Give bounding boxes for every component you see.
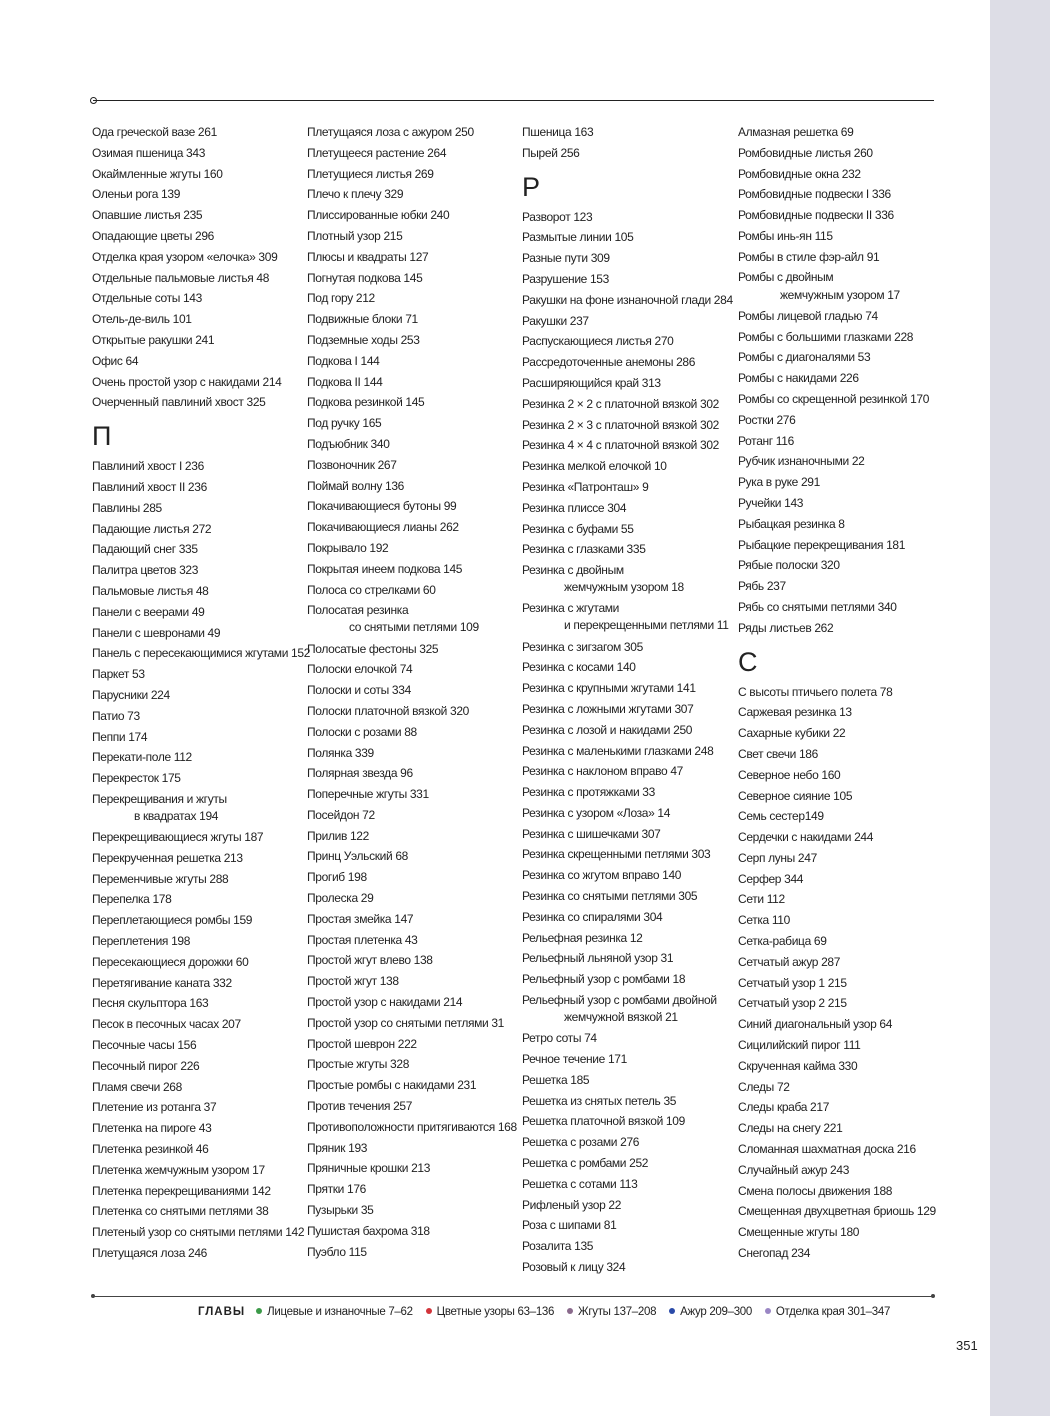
index-entry: Саржевая резинка 13 — [738, 705, 852, 720]
index-entry: Простые жгуты 328 — [307, 1057, 410, 1072]
index-entry: Резинка с наклоном вправо 47 — [522, 764, 683, 779]
index-entry: Резинка с ложными жгутами 307 — [522, 701, 694, 716]
index-entry: Посейдон 72 — [307, 807, 375, 822]
index-entry: Очерченный павлиний хвост 325 — [92, 395, 266, 410]
index-entry: Отдельные пальмовые листья 48 — [92, 270, 270, 285]
index-entry: Роза с шипами 81 — [522, 1218, 617, 1233]
index-entry: Резинка с глазками 335 — [522, 542, 646, 557]
index-letter-heading: П — [92, 421, 112, 452]
index-entry: Песня скульптора 163 — [92, 996, 209, 1011]
index-entry: Противоположности притягиваются 168 — [307, 1119, 517, 1134]
index-entry: Падающие листья 272 — [92, 521, 212, 536]
legend-item-knit-purl: Лицевые и изнаночные 7–62 — [256, 1306, 413, 1318]
index-entry: Подвижные блоки 71 — [307, 312, 418, 327]
index-entry: Пузырьки 35 — [307, 1203, 374, 1218]
index-entry: Опавшие листья 235 — [92, 208, 203, 223]
index-entry: Простая змейка 147 — [307, 911, 414, 926]
index-entry: Очень простой узор с накидами 214 — [92, 374, 282, 389]
index-entry: Сердечки с накидами 244 — [738, 830, 874, 845]
index-entry: Ромбы со скрещенной резинкой 170 — [738, 391, 930, 406]
entry-group — [522, 1028, 734, 1278]
index-entry: Покачивающиеся лианы 262 — [307, 520, 459, 535]
index-entry: Под ручку 165 — [307, 416, 382, 431]
index-entry: Ретро соты 74 — [522, 1031, 597, 1046]
index-entry: Северное сияние 105 — [738, 788, 853, 803]
index-entry: Резинка 2 × 2 с платочной вязкой 302 — [522, 396, 719, 411]
index-entry: Перепелка 178 — [92, 892, 172, 907]
index-entry: Патио 73 — [92, 708, 140, 723]
index-entry: Полоски платочной вязкой 320 — [307, 703, 469, 718]
entry-group — [738, 122, 950, 268]
index-entry: Пролеска 29 — [307, 891, 374, 906]
index-entry: Павлины 285 — [92, 500, 162, 515]
index-entry: Прилив 122 — [307, 828, 369, 843]
index-entry: Полярная звезда 96 — [307, 766, 413, 781]
index-entry: Резинка 2 × 3 с платочной вязкой 302 — [522, 417, 719, 432]
index-entry: Простой узор со снятыми петлями 31 — [307, 1015, 505, 1030]
page-edge-band — [990, 0, 1050, 1416]
index-entry: Алмазная решетка 69 — [738, 125, 854, 139]
index-entry: Сетчатый ажур 287 — [738, 954, 841, 969]
index-entry: Плюсы и квадраты 127 — [307, 249, 429, 264]
index-entry: Случайный ажур 243 — [738, 1162, 850, 1177]
index-entry: Ода греческой вазе 261 — [92, 125, 217, 139]
index-entry: Резинка с буфами 55 — [522, 521, 634, 536]
index-entry: Ручейки 143 — [738, 495, 804, 510]
index-entry: Рябые полоски 320 — [738, 558, 840, 573]
chapter-dot-icon — [567, 1308, 573, 1314]
index-entry: Против течения 257 — [307, 1099, 413, 1114]
index-entry: Пырей 256 — [522, 145, 580, 160]
chapter-dot-icon — [256, 1308, 262, 1314]
index-entry: Ротанг 116 — [738, 433, 794, 448]
index-entry: Снегопад 234 — [738, 1246, 811, 1261]
index-entry: Простой жгут 138 — [307, 974, 399, 989]
index-entry: Панель с пересекающимися жгутами 152 — [92, 646, 311, 661]
index-entry: Подкова резинкой 145 — [307, 395, 425, 410]
index-column-1 — [92, 122, 311, 1264]
index-entry: Свет свечи 186 — [738, 746, 818, 761]
index-entry: Павлиний хвост I 236 — [92, 459, 204, 474]
index-entry: Пламя свечи 268 — [92, 1079, 182, 1094]
index-entry: Полянка 339 — [307, 745, 374, 760]
page-number: 351 — [956, 1338, 978, 1353]
index-entry: Подкова II 144 — [307, 374, 383, 389]
index-entry: Полоски с розами 88 — [307, 724, 417, 739]
index-entry: Речное течение 171 — [522, 1052, 627, 1067]
bottom-rule — [93, 1296, 934, 1297]
index-entry: Семь сестер149 — [738, 809, 824, 824]
index-entry: Резинка с косами 140 — [522, 660, 636, 675]
index-entry: Простой жгут влево 138 — [307, 953, 433, 968]
chapter-dot-icon — [426, 1308, 432, 1314]
index-entry: Отделка края узором «елочка» 309 — [92, 249, 278, 264]
index-entry: Простая плетенка 43 — [307, 932, 418, 947]
index-column-4 — [738, 122, 950, 1264]
index-entry: Песок в песочных часах 207 — [92, 1017, 241, 1032]
index-entry: Поперечные жгуты 331 — [307, 787, 429, 802]
index-entry: Плетущаяся лоза 246 — [92, 1246, 207, 1261]
entry-group — [307, 639, 519, 1263]
index-entry: Ряды листьев 262 — [738, 620, 834, 635]
index-entry: Рельефная резинка 12 — [522, 930, 643, 945]
index-entry: Резинка 4 × 4 с платочной вязкой 302 — [522, 438, 719, 453]
index-entry: Рельефный узор с ромбами 18 — [522, 972, 686, 987]
index-entry: Резинка с узором «Лоза» 14 — [522, 805, 671, 820]
index-entry: Перекати-поле 112 — [92, 750, 192, 765]
index-entry: Резинка с протяжками 33 — [522, 785, 655, 800]
index-entry: Резинка «Патронташ» 9 — [522, 479, 649, 494]
index-entry: Полоса со стрелками 60 — [307, 582, 436, 597]
index-entry: Следы 72 — [738, 1079, 790, 1094]
index-entry: Полоски елочкой 74 — [307, 662, 413, 677]
index-entry: Решетка с ромбами 252 — [522, 1156, 649, 1171]
index-entry: Резинка с крупными жгутами 141 — [522, 681, 696, 696]
index-column-3 — [522, 122, 734, 1278]
index-entry: Оленьи рога 139 — [92, 187, 181, 202]
index-entry: Открытые ракушки 241 — [92, 332, 215, 347]
index-entry: Погнутая подкова 145 — [307, 270, 423, 285]
index-entry: Рыбацкая резинка 8 — [738, 516, 845, 531]
index-entry: Пуэбло 115 — [307, 1244, 367, 1259]
index-entry: Плетение из ротанга 37 — [92, 1100, 217, 1115]
index-entry: Плетенка на пироге 43 — [92, 1121, 212, 1136]
top-rule — [93, 100, 934, 101]
index-entry: Ромбы инь-ян 115 — [738, 228, 833, 243]
index-entry: Рельефный узор с ромбами двойной жемчужной вязкой 21 — [522, 992, 717, 1025]
index-entry: Разворот 123 — [522, 209, 593, 224]
index-entry: Сети 112 — [738, 892, 785, 907]
index-entry: Покрытая инеем подкова 145 — [307, 561, 463, 576]
index-entry: Панели с веерами 49 — [92, 604, 205, 619]
index-entry: Розалита 135 — [522, 1239, 594, 1254]
index-column-2 — [307, 122, 519, 1262]
index-entry: Резинка плиссе 304 — [522, 500, 627, 515]
entry-group — [307, 122, 519, 600]
index-entry: Смена полосы движения 188 — [738, 1183, 893, 1198]
index-entry: Плетущаяся лоза с ажуром 250 — [307, 125, 474, 139]
index-entry: Сицилийский пирог 111 — [738, 1038, 861, 1053]
index-entry: Сетчатый узор 1 215 — [738, 975, 847, 990]
index-entry: Ромбовидные окна 232 — [738, 166, 861, 181]
index-entry: Плетенка со снятыми петлями 38 — [92, 1204, 269, 1219]
index-entry: Рябь со снятыми петлями 340 — [738, 599, 897, 614]
index-entry: Рифленый узор 22 — [522, 1197, 622, 1212]
index-entry: Окаймленные жгуты 160 — [92, 166, 223, 181]
entry-group — [738, 306, 950, 639]
index-letter-heading: С — [738, 646, 758, 677]
index-entry: Резинка мелкой елочкой 10 — [522, 459, 667, 474]
index-entry: Перетягивание каната 332 — [92, 975, 232, 990]
index-entry: Пеппи 174 — [92, 729, 148, 744]
entry-group — [738, 682, 950, 1264]
index-entry: Резинка с зигзагом 305 — [522, 639, 643, 654]
index-entry: Ромбы с большими глазками 228 — [738, 329, 914, 344]
legend-item-colorwork: Цветные узоры 63–136 — [426, 1306, 555, 1318]
index-entry: Решетка с розами 276 — [522, 1135, 640, 1150]
index-entry: Плиссированные юбки 240 — [307, 208, 450, 223]
index-entry: Ракушки на фоне изнаночной глади 284 — [522, 292, 733, 307]
index-entry: Пушистая бахрома 318 — [307, 1223, 430, 1238]
index-entry: Парусники 224 — [92, 687, 170, 702]
index-entry: Пряник 193 — [307, 1140, 368, 1155]
index-entry: Песочные часы 156 — [92, 1038, 197, 1053]
chapter-dot-icon — [669, 1308, 675, 1314]
index-entry: Смещенная двухцветная бриошь 129 — [738, 1204, 936, 1219]
index-entry: Павлиний хвост II 236 — [92, 479, 207, 494]
index-entry: Отель-де-виль 101 — [92, 312, 192, 327]
index-entry: Сетка-рабица 69 — [738, 934, 827, 949]
index-entry: Сломанная шахматная доска 216 — [738, 1142, 916, 1157]
index-entry: Плотный узор 215 — [307, 228, 403, 243]
index-entry: Поймай волну 136 — [307, 478, 404, 493]
index-entry: Резинка с маленькими глазками 248 — [522, 743, 714, 758]
index-entry: Рассредоточенные анемоны 286 — [522, 355, 696, 370]
index-entry: Резинка со спиралями 304 — [522, 909, 663, 924]
index-entry: Ромбы в стиле фэр-айл 91 — [738, 249, 880, 264]
index-entry: Полосатая резинка со снятыми петлями 109 — [307, 603, 479, 635]
index-entry: Серфер 344 — [738, 871, 804, 886]
index-entry: Резинка со жгутом вправо 140 — [522, 868, 682, 883]
index-entry: Резинка с двойным жемчужным узором 18 — [522, 562, 684, 595]
index-entry: Расширяющийся край 313 — [522, 375, 661, 390]
index-entry: Рука в руке 291 — [738, 475, 820, 490]
index-entry: Палитра цветов 323 — [92, 563, 199, 578]
legend-title: ГЛАВЫ — [198, 1306, 246, 1318]
index-entry: Ростки 276 — [738, 412, 796, 427]
index-entry: Сахарные кубики 22 — [738, 726, 846, 741]
index-entry: Сетчатый узор 2 215 — [738, 996, 847, 1011]
index-entry: Решетка 185 — [522, 1072, 590, 1087]
index-entry: Переплетающиеся ромбы 159 — [92, 913, 253, 928]
index-entry: Пересекающиеся дорожки 60 — [92, 954, 249, 969]
index-entry: Розовый к лицу 324 — [522, 1260, 626, 1275]
index-entry: Принц Уэльский 68 — [307, 849, 408, 864]
index-entry: Подкова I 144 — [307, 353, 380, 368]
index-entry: Ромбы лицевой гладью 74 — [738, 308, 878, 323]
entry-group — [92, 122, 304, 413]
index-entry: Резинка с шишечками 307 — [522, 826, 661, 841]
index-entry: Озимая пшеница 343 — [92, 145, 206, 160]
index-entry: Северное небо 160 — [738, 767, 841, 782]
index-entry: Простой узор с накидами 214 — [307, 995, 463, 1010]
index-entry: Резинка с жгутами и перекрещенными петлями 11 — [522, 601, 729, 633]
bottom-rule-dot-right — [931, 1294, 935, 1298]
index-entry: Плетенка резинкой 46 — [92, 1142, 209, 1157]
index-entry: Решетка из снятых петель 35 — [522, 1093, 677, 1108]
index-entry: Резинка со снятыми петлями 305 — [522, 889, 698, 904]
index-entry: Панели с шевронами 49 — [92, 625, 221, 640]
entry-group — [92, 827, 304, 1264]
index-entry: Ромбовидные подвески II 336 — [738, 208, 894, 223]
index-entry: Рубчик изнаночными 22 — [738, 454, 865, 469]
index-entry: Плетенка перекрещиваниями 142 — [92, 1183, 271, 1198]
chapter-dot-icon — [765, 1308, 771, 1314]
index-letter-heading: Р — [522, 171, 541, 202]
index-entry: Переплетения 198 — [92, 934, 191, 949]
index-entry: Переменчивые жгуты 288 — [92, 871, 229, 886]
index-entry: Перекрещивания и жгуты в квадратах 194 — [92, 791, 227, 823]
entry-group — [522, 122, 734, 164]
index-entry: Перекрученная решетка 213 — [92, 850, 243, 865]
index-entry: Следы на снегу 221 — [738, 1121, 843, 1136]
index-entry: Плетенка жемчужным узором 17 — [92, 1162, 265, 1177]
index-entry: Ракушки 237 — [522, 313, 589, 328]
index-entry: Падающий снег 335 — [92, 542, 198, 557]
index-entry: Подъюбник 340 — [307, 436, 390, 451]
index-entry: Рябь 237 — [738, 579, 786, 594]
index-entry: Перекрещивающиеся жгуты 187 — [92, 830, 264, 845]
index-entry: Серп луны 247 — [738, 850, 817, 865]
index-entry: Позвоночник 267 — [307, 457, 397, 472]
index-entry: Отдельные соты 143 — [92, 291, 202, 306]
index-columns — [92, 122, 952, 1282]
index-entry: Ромбовидные листья 260 — [738, 145, 873, 160]
index-entry: Сетка 110 — [738, 913, 790, 928]
index-entry: Смещенные жгуты 180 — [738, 1225, 860, 1240]
index-entry: Пряничные крошки 213 — [307, 1161, 431, 1176]
index-entry: Плетущиеся листья 269 — [307, 166, 434, 181]
index-entry: Пальмовые листья 48 — [92, 583, 209, 598]
index-entry: Рельефный льняной узор 31 — [522, 951, 674, 966]
index-entry: Ромбы с двойным жемчужным узором 17 — [738, 270, 900, 302]
index-entry: Ромбы с накидами 226 — [738, 371, 859, 386]
index-entry: Ромбовидные подвески I 336 — [738, 187, 891, 202]
index-entry: Прятки 176 — [307, 1182, 366, 1197]
index-entry: Покрывало 192 — [307, 540, 389, 555]
index-entry: Простые ромбы с накидами 231 — [307, 1078, 477, 1093]
legend-item-edgings: Отделка края 301–347 — [765, 1306, 890, 1318]
index-entry: Решетка с сотами 113 — [522, 1176, 638, 1191]
index-entry: Полоски и соты 334 — [307, 683, 411, 698]
entry-group — [522, 637, 734, 991]
index-entry: Пшеница 163 — [522, 125, 594, 139]
index-entry: Резинка скрещенными петлями 303 — [522, 847, 711, 862]
index-entry: Следы краба 217 — [738, 1100, 830, 1115]
index-entry: Подземные ходы 253 — [307, 332, 420, 347]
index-entry: Скрученная кайма 330 — [738, 1058, 858, 1073]
index-entry: Плетущееся растение 264 — [307, 145, 447, 160]
index-entry: Песочный пирог 226 — [92, 1058, 200, 1073]
index-entry: С высоты птичьего полета 78 — [738, 684, 893, 699]
legend-item-lace: Ажур 209–300 — [669, 1306, 752, 1318]
index-entry: Опадающие цветы 296 — [92, 228, 214, 243]
index-entry: Ромбы с диагоналями 53 — [738, 350, 871, 365]
index-entry: Полосатые фестоны 325 — [307, 641, 439, 656]
legend-item-cables: Жгуты 137–208 — [567, 1306, 656, 1318]
index-entry: Плетеный узор со снятыми петлями 142 — [92, 1225, 305, 1240]
index-entry: Покачивающиеся бутоны 99 — [307, 499, 457, 514]
index-entry: Под гору 212 — [307, 291, 375, 306]
index-entry: Простой шеврон 222 — [307, 1036, 417, 1051]
index-entry: Синий диагональный узор 64 — [738, 1017, 893, 1032]
index-entry: Офис 64 — [92, 353, 139, 368]
index-entry: Плечо к плечу 329 — [307, 187, 404, 202]
index-entry: Прогиб 198 — [307, 870, 367, 885]
index-entry: Разные пути 309 — [522, 251, 610, 266]
index-entry: Распускающиеся листья 270 — [522, 334, 674, 349]
index-entry: Рыбацкие перекрещивания 181 — [738, 537, 906, 552]
index-entry: Резинка с лозой и накидами 250 — [522, 722, 693, 737]
index-entry: Паркет 53 — [92, 667, 145, 682]
chapters-legend — [198, 1304, 958, 1320]
index-entry: Перекресток 175 — [92, 771, 181, 786]
entry-group — [92, 456, 311, 789]
index-entry: Размытые линии 105 — [522, 230, 634, 245]
index-entry: Разрушение 153 — [522, 271, 609, 286]
entry-group — [522, 207, 734, 561]
index-entry: Решетка платочной вязкой 109 — [522, 1114, 685, 1129]
